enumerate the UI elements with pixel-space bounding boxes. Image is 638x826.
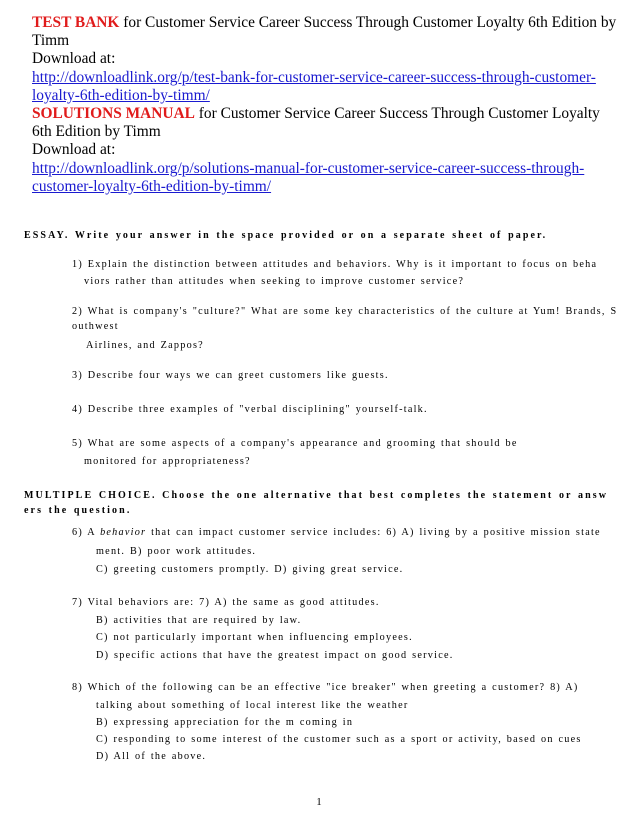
question-7-option-c: C) not particularly important when influencing employees.: [96, 632, 413, 643]
download-label-1: Download at:: [32, 50, 116, 68]
question-6-line-1: 6) A behavior that can impact customer service includes: 6) A) living by a positive mission state: [72, 527, 601, 538]
question-7-line-1: 7) Vital behaviors are: 7) A) the same as good attitudes.: [72, 597, 380, 608]
question-5-line-1: 5) What are some aspects of a company's appearance and grooming that should be: [72, 438, 518, 449]
question-6-line-2: ment. B) poor work attitudes.: [96, 546, 257, 557]
question-8-option-a: talking about something of local interest like the weather: [96, 700, 409, 711]
question-8-line-1: 8) Which of the following can be an effective "ice breaker" when greeting a customer? 8) A): [72, 682, 579, 693]
question-2-line-1: 2) What is company's "culture?" What are some key characteristics of the culture at Yum! Brands, S: [72, 306, 618, 317]
question-4: 4) Describe three examples of "verbal disciplining" yourself-talk.: [72, 404, 428, 415]
essay-heading: ESSAY. Write your answer in the space provided or on a separate sheet of paper.: [24, 230, 548, 241]
question-7-option-d: D) specific actions that have the greatest impact on good service.: [96, 650, 454, 661]
question-7-option-b: B) activities that are required by law.: [96, 615, 302, 626]
question-5-line-2: monitored for appropriateness?: [84, 456, 251, 467]
behavior-italic: behavior: [100, 527, 147, 538]
question-2-line-3: Airlines, and Zappos?: [86, 340, 204, 351]
question-6-line-3: C) greeting customers promptly. D) giving great service.: [96, 564, 404, 575]
question-3: 3) Describe four ways we can greet customers like guests.: [72, 370, 389, 381]
test-bank-link[interactable]: http://downloadlink.org/p/test-bank-for-customer-service-career-success-through-customer-loyalty-6th-edition-by-timm/: [32, 68, 596, 104]
multiple-choice-heading-line-1: MULTIPLE CHOICE. Choose the one alternative that best completes the statement or answ: [24, 490, 609, 501]
question-2-line-2: outhwest: [72, 321, 119, 332]
question-8-option-b: B) expressing appreciation for the m coming in: [96, 717, 354, 728]
test-bank-label: TEST BANK: [32, 14, 120, 31]
test-bank-title: for Customer Service Career Success Through Customer Loyalty 6th Edition by Timm: [32, 14, 617, 50]
page-number: 1: [316, 796, 322, 808]
solutions-manual-link[interactable]: http://downloadlink.org/p/solutions-manual-for-customer-service-career-success-through-customer-loyalty-6th-edition-by-timm/: [32, 159, 585, 195]
question-1-line-1: 1) Explain the distinction between attitudes and behaviors. Why is it important to focus on beha: [72, 259, 598, 270]
solutions-manual-label: SOLUTIONS MANUAL: [32, 105, 195, 123]
question-8-option-c: C) responding to some interest of the customer such as a sport or activity, based on cues: [96, 734, 582, 745]
multiple-choice-heading-line-2: ers the question.: [24, 505, 132, 516]
solutions-manual-title: for Customer Service Career Success Through Customer Loyalty 6th Edition by Timm: [32, 105, 600, 141]
download-header: [32, 14, 622, 196]
question-8-option-d: D) All of the above.: [96, 751, 207, 762]
question-1-line-2: viors rather than attitudes when seeking to improve customer service?: [84, 276, 465, 287]
download-label-2: Download at:: [32, 141, 116, 159]
